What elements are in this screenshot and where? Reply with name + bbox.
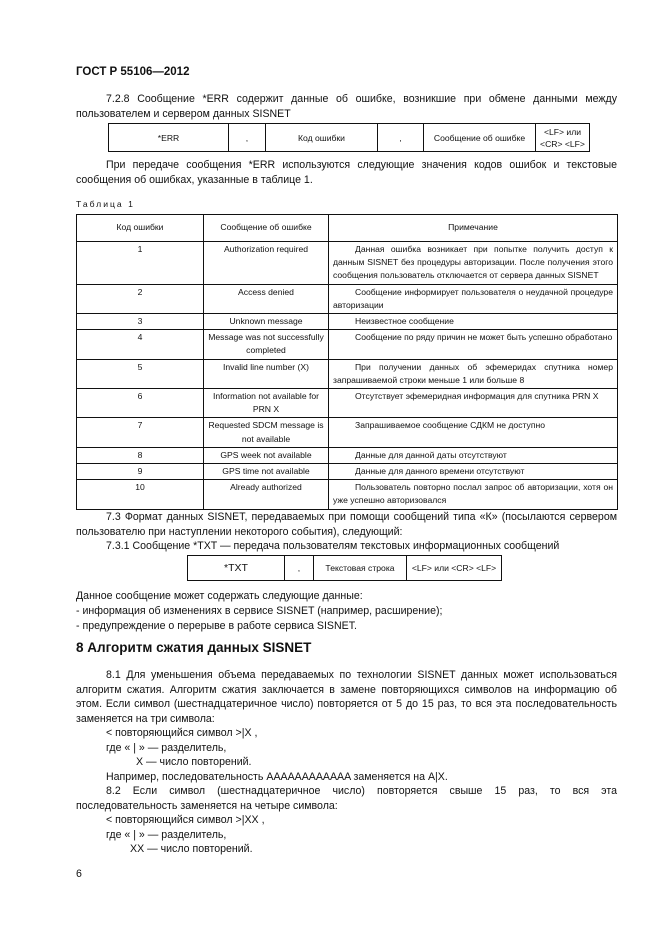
bullet-item: - информация об изменениях в сервисе SISNET (например, расширение); bbox=[76, 605, 443, 617]
table-row bbox=[77, 389, 618, 418]
error-note: Данные для данной даты отсутствуют bbox=[329, 447, 618, 463]
error-message: Already authorized bbox=[204, 480, 329, 509]
error-code: 9 bbox=[77, 464, 204, 480]
txt-format-table bbox=[187, 555, 502, 581]
error-note: Запрашиваемое сообщение СДКМ не доступно bbox=[329, 418, 618, 447]
header-cell: Код ошибки bbox=[77, 215, 204, 242]
table-caption: Таблица 1 bbox=[76, 199, 135, 209]
error-code: 2 bbox=[77, 284, 204, 313]
table-row bbox=[77, 359, 618, 388]
txt-cell: *TXT bbox=[188, 556, 285, 581]
txt-cell: Текстовая строка bbox=[314, 556, 407, 581]
err-cell: <LF> или <CR> <LF> bbox=[536, 124, 590, 152]
paragraph-txt: Данное сообщение может содержать следующие данные: bbox=[76, 590, 363, 602]
formula-where: где « | » — разделитель, bbox=[106, 742, 227, 754]
error-code: 10 bbox=[77, 480, 204, 509]
table-row bbox=[77, 314, 618, 330]
header-cell: Примечание bbox=[329, 215, 618, 242]
section-heading: 8 Алгоритм сжатия данных SISNET bbox=[76, 640, 312, 655]
paragraph-8-1: 8.1 Для уменьшения объема передаваемых по технологии SISNET данных может использоваться алгоритм сжатия. Алгоритм сжатия заключается в замене повторяющихся символов на информацию об этом. Если символ (шестнадцатеричное число) повторяется от 5 до 15 раз, то вся эта последовательность заменяется на три символа: bbox=[76, 669, 617, 725]
error-message: GPS time not available bbox=[204, 464, 329, 480]
table-header-row bbox=[77, 215, 618, 242]
table-row bbox=[77, 418, 618, 447]
error-message: Message was not successfully completed bbox=[204, 330, 329, 359]
header-cell: Сообщение об ошибке bbox=[204, 215, 329, 242]
paragraph-err-usage: При передаче сообщения *ERR используются следующие значения кодов ошибок и текстовые сообщения об ошибках, указанные в таблице 1. bbox=[76, 159, 617, 186]
table-row bbox=[77, 242, 618, 285]
formula: < повторяющийся символ >|XX , bbox=[106, 814, 265, 826]
table-row bbox=[77, 464, 618, 480]
error-message: Invalid line number (X) bbox=[204, 359, 329, 388]
error-message: Requested SDCM message is not available bbox=[204, 418, 329, 447]
table-row bbox=[77, 447, 618, 463]
err-cell: , bbox=[378, 124, 424, 152]
txt-cell: <LF> или <CR> <LF> bbox=[407, 556, 502, 581]
error-note: При получении данных об эфемеридах спутника номер запрашиваемой строки меньше 1 или больше 8 bbox=[329, 359, 618, 388]
paragraph-7-3: 7.3 Формат данных SISNET, передаваемых при помощи сообщений типа «К» (посылаются сервером пользователю при наступлении некоторого события), следующий: bbox=[76, 511, 617, 538]
formula-where: где « | » — разделитель, bbox=[106, 829, 227, 841]
err-cell: Код ошибки bbox=[266, 124, 378, 152]
page-number: 6 bbox=[76, 868, 82, 880]
formula: < повторяющийся символ >|X , bbox=[106, 727, 258, 739]
error-note: Неизвестное сообщение bbox=[329, 314, 618, 330]
error-note: Сообщение информирует пользователя о неудачной процедуре авторизации bbox=[329, 284, 618, 313]
formula-x: XX — число повторений. bbox=[130, 843, 253, 855]
error-code: 4 bbox=[77, 330, 204, 359]
document-header: ГОСТ Р 55106—2012 bbox=[76, 66, 190, 78]
error-code: 5 bbox=[77, 359, 204, 388]
error-message: Unknown message bbox=[204, 314, 329, 330]
err-format-table bbox=[108, 123, 590, 152]
error-message: Access denied bbox=[204, 284, 329, 313]
error-code: 3 bbox=[77, 314, 204, 330]
error-code: 8 bbox=[77, 447, 204, 463]
error-message: GPS week not available bbox=[204, 447, 329, 463]
err-cell: , bbox=[229, 124, 266, 152]
error-code: 6 bbox=[77, 389, 204, 418]
error-message: Information not available for PRN X bbox=[204, 389, 329, 418]
paragraph-7-2-8: 7.2.8 Сообщение *ERR содержит данные об ошибке, возникшие при обмене данными между пользователем и сервером данных SISNET bbox=[76, 93, 617, 120]
error-note: Сообщение по ряду причин не может быть успешно обработано bbox=[329, 330, 618, 359]
error-note: Данные для данного времени отсутствуют bbox=[329, 464, 618, 480]
table-row bbox=[77, 330, 618, 359]
error-message: Authorization required bbox=[204, 242, 329, 285]
error-code: 7 bbox=[77, 418, 204, 447]
paragraph-8-2: 8.2 Если символ (шестнадцатеричное число) повторяется свыше 15 раз, то вся эта последовательность заменяется на четыре символа: bbox=[76, 785, 617, 812]
err-cell: *ERR bbox=[109, 124, 229, 152]
error-codes-table bbox=[76, 214, 618, 510]
paragraph-7-3-1: 7.3.1 Сообщение *TXT — передача пользователям текстовых информационных сообщений bbox=[106, 540, 560, 552]
formula-x: X — число повторений. bbox=[136, 756, 252, 768]
error-note: Отсутствует эфемеридная информация для спутника PRN X bbox=[329, 389, 618, 418]
txt-cell: , bbox=[285, 556, 314, 581]
example: Например, последовательность AAAAAAAAAAAA заменяется на A|X. bbox=[106, 771, 448, 783]
error-code: 1 bbox=[77, 242, 204, 285]
err-cell: Сообщение об ошибке bbox=[424, 124, 536, 152]
table-row bbox=[77, 284, 618, 313]
bullet-item: - предупреждение о перерыве в работе сервиса SISNET. bbox=[76, 620, 357, 632]
table-row bbox=[77, 480, 618, 509]
error-note: Пользователь повторно послал запрос об авторизации, хотя он уже успешно авторизовался bbox=[329, 480, 618, 509]
error-note: Данная ошибка возникает при попытке получить доступ к данным SISNET без процедуры авторизации. После получения этого сообщения пользователь отключается от сервера данных SISNET bbox=[329, 242, 618, 285]
